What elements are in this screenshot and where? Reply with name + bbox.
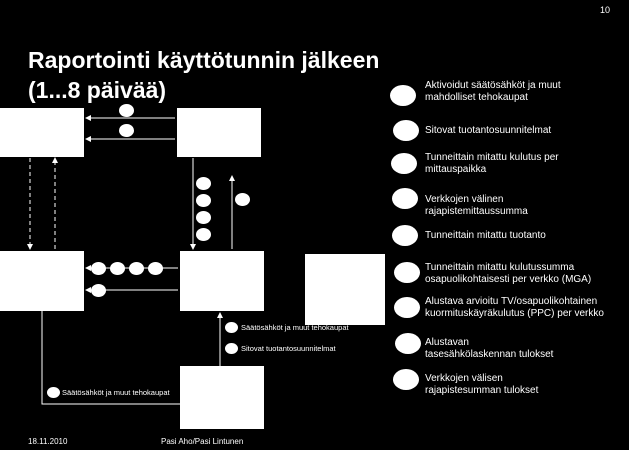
legend-text-2: Sitovat tuotantosuunnitelmat <box>425 125 552 136</box>
legend-text-5: Tunneittain mitattu tuotanto <box>425 230 546 241</box>
legend-dot-7 <box>394 297 420 318</box>
box-middle-left <box>0 251 84 311</box>
legend-dot-6 <box>394 262 420 283</box>
flow-dot-bottom-1 <box>225 322 238 333</box>
legend-text-9: Verkkojen välisen rajapistesumman tulokset <box>425 373 539 396</box>
flow-dot-vertical-2 <box>196 194 211 207</box>
box-top-left <box>0 108 84 157</box>
flow-dot-middle-3 <box>129 262 144 275</box>
legend-dot-9 <box>393 369 419 390</box>
flow-dot-bottom-left <box>47 387 60 398</box>
legend-dot-3 <box>391 153 417 174</box>
legend-text-6: Tunneittain mitattu kulutussumma osapuolikohtaisesti per verkko (MGA) <box>425 262 592 285</box>
legend-dot-5 <box>392 225 418 246</box>
flow-dot-top-1 <box>119 104 134 117</box>
flow-dot-middle-5 <box>91 284 106 297</box>
flow-label-bottom-right-1: Säätösähköt ja muut tehokaupat <box>241 323 349 332</box>
box-top-right <box>177 108 261 157</box>
box-far-right <box>305 254 385 325</box>
title-line-1: Raportointi käyttötunnin jälkeen <box>28 47 380 73</box>
flow-dot-vertical-3 <box>196 211 211 224</box>
flow-dot-middle-2 <box>110 262 125 275</box>
legend-text-3: Tunneittain mitattu kulutus per mittauspaikka <box>425 152 559 175</box>
legend-dot-1 <box>390 85 416 106</box>
flow-dot-middle-4 <box>148 262 163 275</box>
flow-dot-vertical-4 <box>196 228 211 241</box>
legend-text-8: Alustavan tasesähkölaskennan tulokset <box>425 337 554 360</box>
legend-dot-4 <box>392 188 418 209</box>
footer-authors: Pasi Aho/Pasi Lintunen <box>161 437 244 446</box>
flow-label-bottom-right-2: Sitovat tuotantosuunnitelmat <box>241 344 336 353</box>
legend-dot-2 <box>393 120 419 141</box>
legend-dot-8 <box>395 333 421 354</box>
legend-text-1: Aktivoidut säätösähköt ja muut mahdolliset tehokaupat <box>425 80 561 103</box>
flow-dot-vertical-1 <box>196 177 211 190</box>
title-line-2: (1...8 päivää) <box>28 77 167 103</box>
footer-date: 18.11.2010 <box>28 437 68 446</box>
flow-dot-top-2 <box>119 124 134 137</box>
flow-label-bottom-left: Säätösähköt ja muut tehokaupat <box>62 388 170 397</box>
box-bottom <box>180 366 264 429</box>
box-middle-right <box>180 251 264 311</box>
flow-dot-bottom-2 <box>225 343 238 354</box>
legend-text-4: Verkkojen välinen rajapistemittaussumma <box>425 194 528 217</box>
page-number: 10 <box>600 5 611 15</box>
legend-text-7: Alustava arvioitu TV/osapuolikohtainen kuormituskäyräkulutus (PPC) per verkko <box>425 296 604 319</box>
flow-dot-middle-1 <box>91 262 106 275</box>
flow-dot-right-single <box>235 193 250 206</box>
